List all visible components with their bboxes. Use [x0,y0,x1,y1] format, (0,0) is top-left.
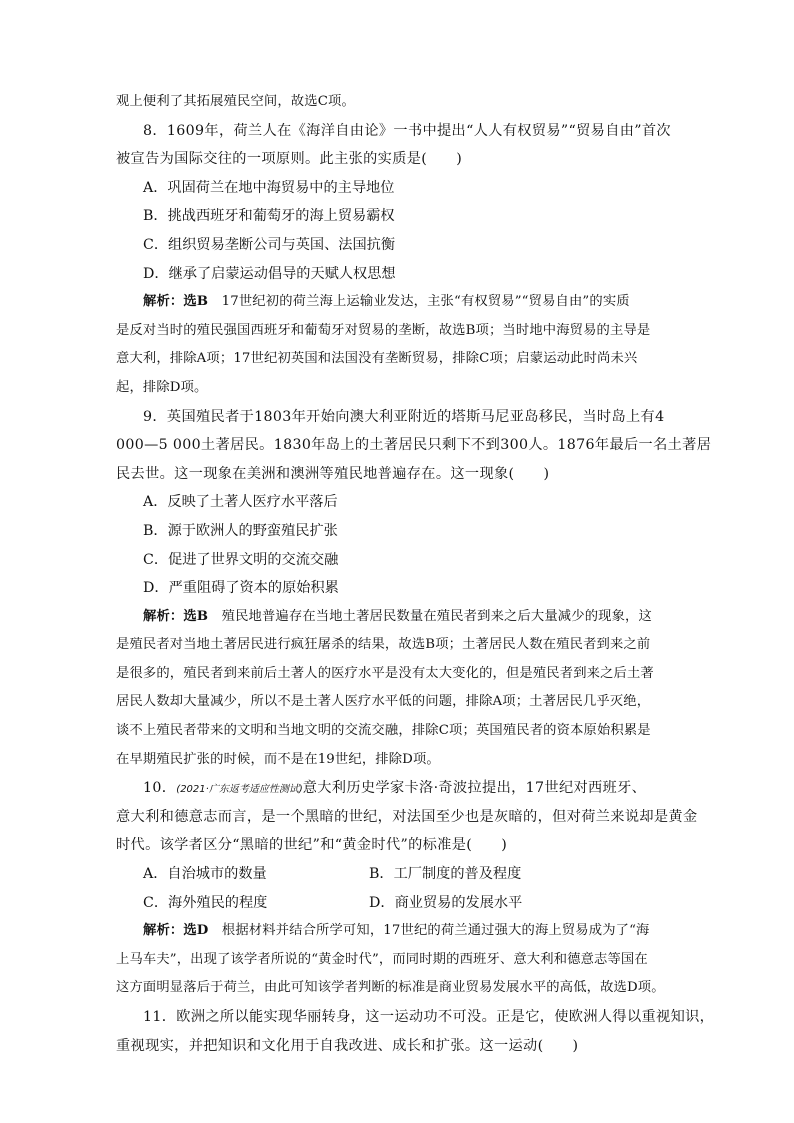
question-11-stem-line-2: 重视现实，并把知识和文化用于自我改进、成长和扩张。这一运动( ) [116,1037,579,1054]
question-number: 10． [143,780,177,797]
question-10-options-row-1 [116,860,682,889]
question-9-option-c: C．促进了世界文明的交流交融 [143,551,339,568]
question-9-option-d: D．严重阻碍了资本的原始积累 [143,580,339,597]
question-9-stem-line-3: 民去世。这一现象在美洲和澳洲等殖民地普遍存在。这一现象( ) [116,465,550,482]
question-8-analysis-line-1 [116,288,682,317]
question-10-stem-line-2: 意大利和德意志而言，是一个黑暗的世纪，对法国至少也是灰暗的，但对荷兰来说却是黄金 [116,808,698,825]
question-8-analysis-line-3: 意大利，排除A项；17世纪初英国和法国没有垄断贸易，排除C项；启蒙运动此时尚未兴 [116,351,638,367]
question-8-analysis-line-4: 起，排除D项。 [116,379,208,395]
question-9-stem-line-1: 9．英国殖民者于1803年开始向澳大利亚附近的塔斯马尼亚岛移民，当时岛上有4 [143,408,665,425]
question-10-options-row-2 [116,889,682,918]
question-8-stem-line-2: 被宣告为国际交往的一项原则。此主张的实质是( ) [116,151,463,168]
question-8-option-b: B．挑战西班牙和葡萄牙的海上贸易霸权 [143,208,395,225]
question-9 [116,403,712,775]
question-10-option-d: D．商业贸易的发展水平 [369,894,523,911]
question-10-stem-line-1 [116,774,682,803]
question-11 [116,1003,715,1060]
question-10-option-a: A．自治城市的数量 [143,866,267,883]
analysis-label: 解析：选B [143,294,209,310]
question-9-analysis-line-5: 谈不上殖民者带来的文明和当地文明的交流交融，排除C项；英国殖民者的资本原始积累是 [116,723,651,739]
question-source: (2021·广东返考适应性测试) [176,784,303,796]
question-9-option-a: A．反映了土著人医疗水平落后 [143,494,338,511]
question-9-analysis-line-4: 居民人数却大量减少，所以不是土著人医疗水平低的问题，排除A项；土著居民几乎灭绝， [116,694,651,710]
question-9-stem-line-2: 000—5 000土著居民。1830年岛上的土著居民只剩下不到300人。1876年最后一名土著居 [116,437,712,454]
question-10-analysis-line-2: 上马车夫”，出现了该学者所说的“黄金时代”，而同时期的西班牙、意大利和德意志等国在 [116,951,648,967]
question-11-stem-line-1: 11．欧洲之所以能实现华丽转身，这一运动功不可没。正是它，使欧洲人得以重视知识， [143,1009,715,1025]
question-10-analysis-line-1 [116,917,682,946]
question-9-analysis-line-6: 在早期殖民扩张的时候，而不是在19世纪，排除D项。 [116,751,440,767]
question-10-option-b: B．工厂制度的普及程度 [369,866,522,883]
question-8-analysis-line-2: 是反对当时的殖民强国西班牙和葡萄牙对贸易的垄断，故选B项；当时地中海贸易的主导是 [116,322,651,338]
analysis-text: 根据材料并结合所学可知，17世纪的荷兰通过强大的海上贸易成为了“海 [208,923,650,939]
analysis-continuation: 观上便利了其拓展殖民空间，故选C项。 [116,94,355,109]
question-8-stem-line-1: 8．1609年，荷兰人在《海洋自由论》一书中提出“人人有权贸易”“贸易自由”首次 [143,122,671,139]
question-8 [116,117,682,403]
question-8-option-c: C．组织贸易垄断公司与英国、法国抗衡 [143,236,396,253]
analysis-label: 解析：选D [143,923,209,939]
analysis-text: 殖民地普遍存在当地土著居民数量在殖民者到来之后大量减少的现象，这 [208,608,652,624]
analysis-text: 17世纪初的荷兰海上运输业发达，主张“有权贸易”“贸易自由”的实质 [208,294,630,310]
question-10-analysis-line-3: 这方面明显落后于荷兰，由此可知该学者判断的标准是商业贸易发展水平的高低，故选D项。 [116,980,665,996]
document-page [116,88,715,1060]
question-8-option-a: A．巩固荷兰在地中海贸易中的主导地位 [143,179,395,196]
question-9-analysis-line-2: 是殖民者对当地土著居民进行疯狂屠杀的结果，故选B项；土著居民人数在殖民者到来之前 [116,637,651,653]
question-10-stem-line-3: 时代。该学者区分“黑暗的世纪”和“黄金时代”的标准是( ) [116,837,508,854]
question-10 [116,774,698,1003]
analysis-label: 解析：选B [143,608,209,624]
question-9-analysis-line-3: 是很多的，殖民者到来前后土著人的医疗水平是没有太大变化的，但是殖民者到来之后土著 [116,665,654,681]
question-10-option-c: C．海外殖民的程度 [143,894,268,911]
question-8-option-d: D．继承了启蒙运动倡导的天赋人权思想 [143,265,396,282]
question-9-option-b: B．源于欧洲人的野蛮殖民扩张 [143,522,338,539]
question-text: 意大利历史学家卡洛·奇波拉提出，17世纪对西班牙、 [302,780,647,797]
question-9-analysis-line-1 [116,603,682,632]
